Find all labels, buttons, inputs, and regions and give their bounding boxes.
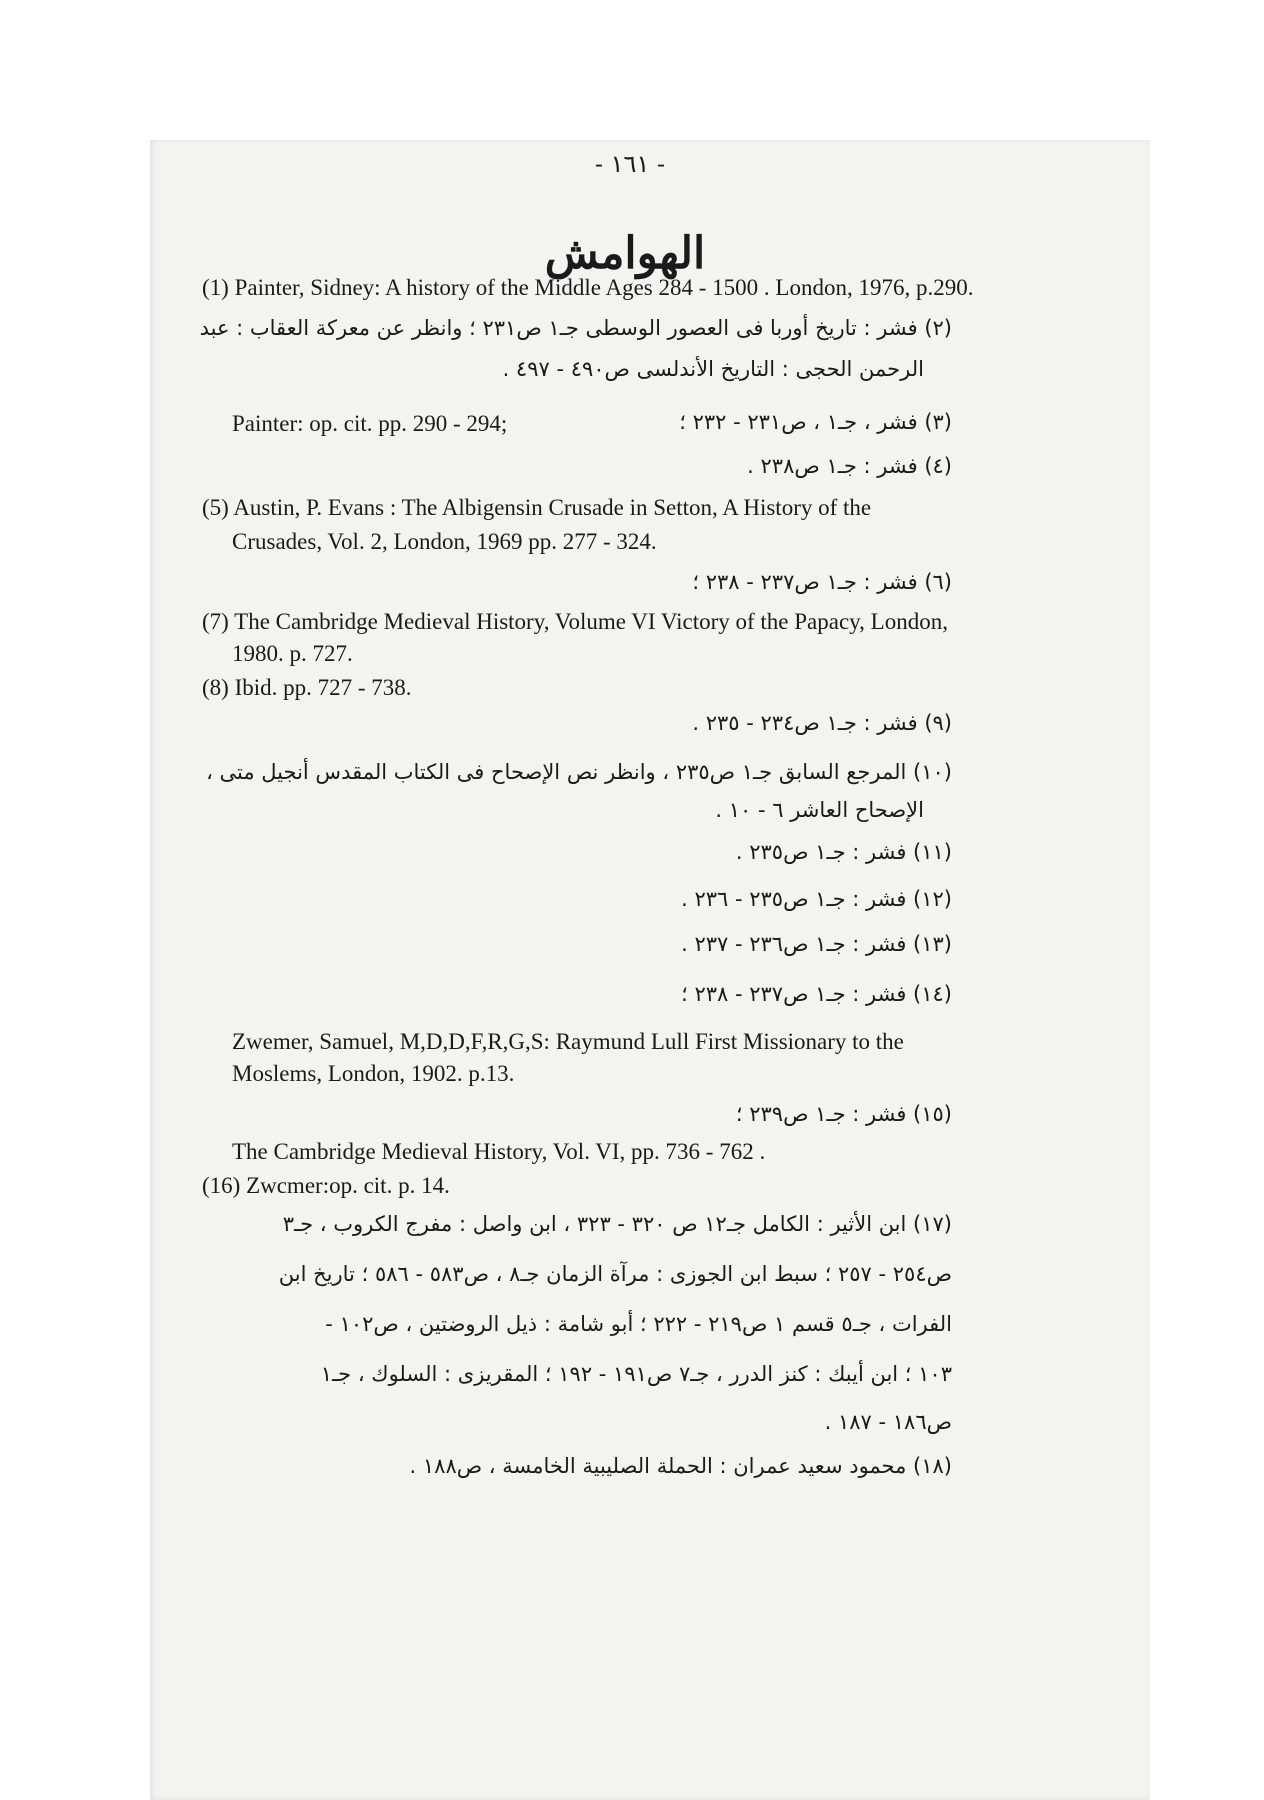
footnote-14: (١٤) فشر : جـ١ ص٢٣٧ - ٢٣٨ ؛	[681, 982, 952, 1006]
footnote-14-english-line-2: Moslems, London, 1902. p.13.	[232, 1061, 515, 1086]
footnote-17-line-4: ١٠٣ ؛ ابن أيبك : كنز الدرر ، جـ٧ ص١٩١ - ١٩٢ ؛ المقريزى : السلوك ، جـ١	[320, 1362, 952, 1386]
footnote-1: (1) Painter, Sidney: A history of the Middle Ages 284 - 1500 . London, 1976, p.290.	[202, 275, 974, 300]
footnote-2-line-2: الرحمن الحجى : التاريخ الأندلسى ص٤٩٠ - ٤٩٧ .	[502, 357, 924, 381]
footnote-17-line-2: ص٢٥٤ - ٢٥٧ ؛ سبط ابن الجوزى : مرآة الزمان جـ٨ ، ص٥٨٣ - ٥٨٦ ؛ تاريخ ابن	[278, 1262, 952, 1286]
footnote-17-line-1: (١٧) ابن الأثير : الكامل جـ١٢ ص ٣٢٠ - ٣٢٣ ، ابن واصل : مفرج الكروب ، جـ٣	[282, 1212, 952, 1236]
page-number: - ١٦١ -	[594, 150, 666, 178]
footnote-17-line-3: الفرات ، جـ٥ قسم ١ ص٢١٩ - ٢٢٢ ؛ أبو شامة : ذيل الروضتين ، ص١٠٢ -	[325, 1312, 952, 1336]
page-scan	[150, 140, 1150, 1800]
footnote-15: (١٥) فشر : جـ١ ص٢٣٩ ؛	[735, 1102, 952, 1126]
footnote-5-line-2: Crusades, Vol. 2, London, 1969 pp. 277 - 324.	[232, 529, 657, 554]
footnote-3-english: Painter: op. cit. pp. 290 - 294;	[232, 411, 508, 436]
footnote-9: (٩) فشر : جـ١ ص٢٣٤ - ٢٣٥ .	[692, 711, 952, 735]
footnote-4: (٤) فشر : جـ١ ص٢٣٨ .	[747, 454, 952, 478]
footnote-10-line-1: (١٠) المرجع السابق جـ١ ص٢٣٥ ، وانظر نص الإصحاح فى الكتاب المقدس أنجيل متى ،	[206, 760, 952, 784]
page-title: الهوامش	[544, 228, 706, 279]
footnote-17-line-5: ص١٨٦ - ١٨٧ .	[824, 1410, 952, 1434]
footnote-10-line-2: الإصحاح العاشر ٦ - ١٠ .	[715, 798, 924, 822]
footnote-7-line-1: (7) The Cambridge Medieval History, Volume VI Victory of the Papacy, London,	[202, 609, 948, 634]
footnote-12: (١٢) فشر : جـ١ ص٢٣٥ - ٢٣٦ .	[681, 887, 952, 911]
footnote-15-english: The Cambridge Medieval History, Vol. VI, pp. 736 - 762 .	[232, 1139, 766, 1164]
footnote-11: (١١) فشر : جـ١ ص٢٣٥ .	[735, 840, 952, 864]
footnote-2-line-1: (٢) فشر : تاريخ أوربا فى العصور الوسطى جـ١ ص٢٣١ ؛ وانظر عن معركة العقاب : عبد	[199, 316, 952, 340]
footnote-14-english-line-1: Zwemer, Samuel, M,D,D,F,R,G,S: Raymund Lull First Missionary to the	[232, 1029, 904, 1054]
footnote-18: (١٨) محمود سعيد عمران : الحملة الصليبية الخامسة ، ص١٨٨ .	[409, 1454, 952, 1478]
footnote-16: (16) Zwcmer:op. cit. p. 14.	[202, 1173, 450, 1198]
footnote-7-line-2: 1980. p. 727.	[232, 641, 353, 666]
footnote-13: (١٣) فشر : جـ١ ص٢٣٦ - ٢٣٧ .	[681, 932, 952, 956]
footnote-6: (٦) فشر : جـ١ ص٢٣٧ - ٢٣٨ ؛	[692, 570, 952, 594]
footnote-5-line-1: (5) Austin, P. Evans : The Albigensin Crusade in Setton, A History of the	[202, 495, 872, 520]
footnote-3-arabic: (٣) فشر ، جـ١ ، ص٢٣١ - ٢٣٢ ؛	[679, 410, 952, 434]
footnote-8: (8) Ibid. pp. 727 - 738.	[202, 675, 412, 700]
